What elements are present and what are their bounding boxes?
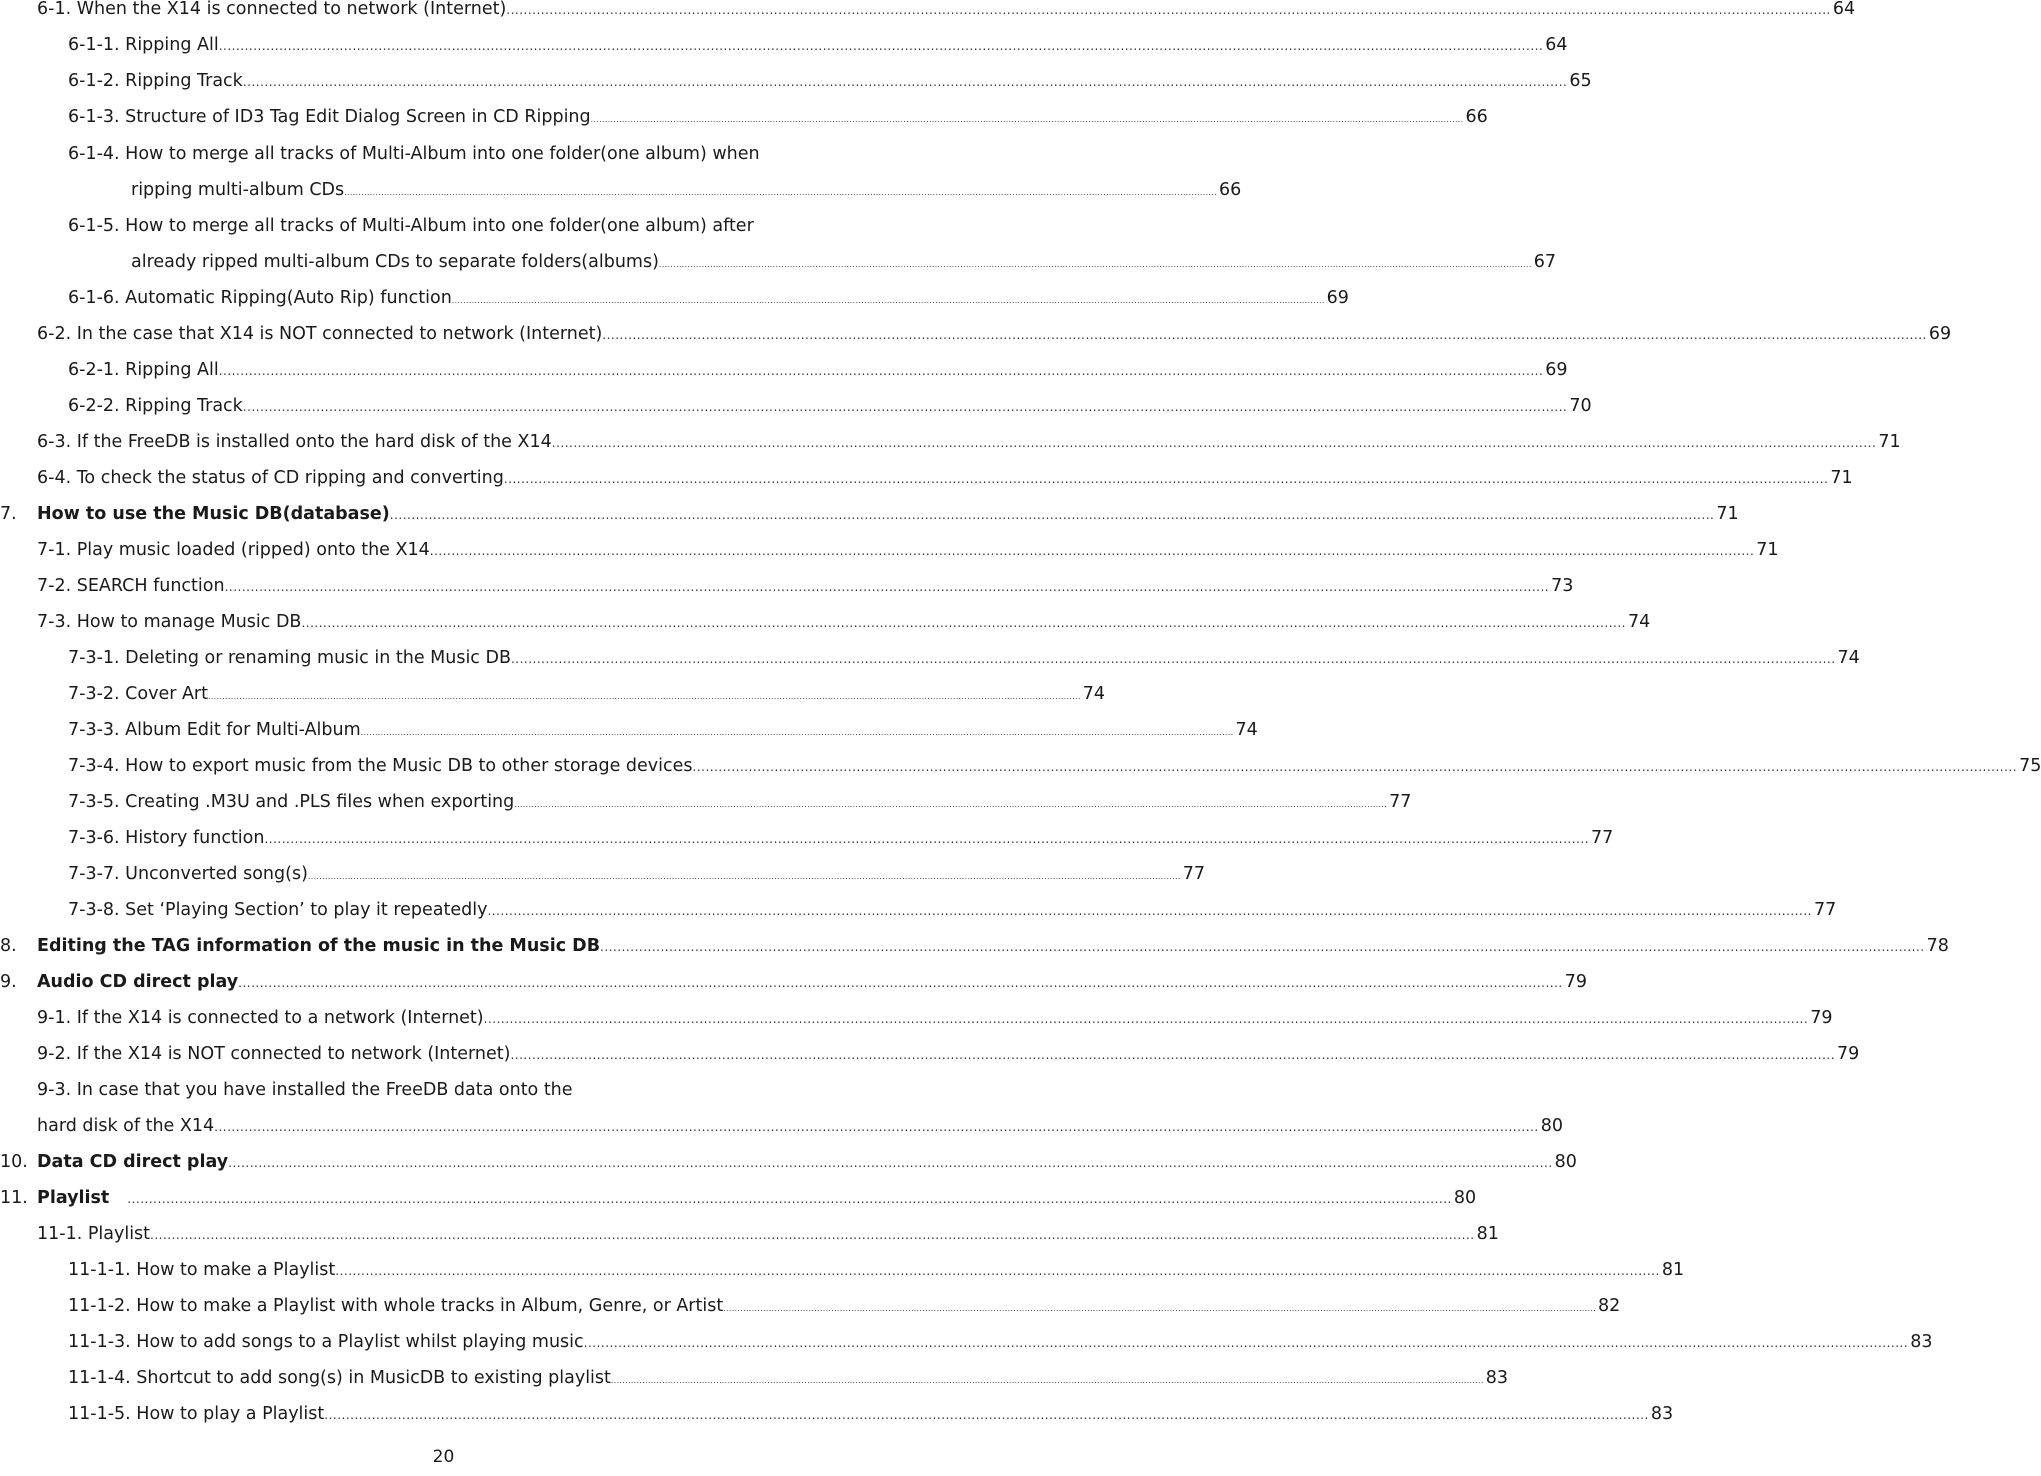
toc-page-number: 71 — [1756, 540, 1779, 560]
toc-item — [131, 176, 1242, 207]
toc-entry-title: 6-1-1. Ripping All — [68, 35, 219, 55]
toc-entry — [0, 248, 1556, 276]
toc-section-entry — [0, 1148, 1577, 1176]
toc-item — [37, 932, 1949, 961]
toc-item — [37, 500, 1739, 529]
toc-entry — [0, 572, 1574, 600]
toc-item — [68, 1328, 1933, 1357]
toc-entry-title: 9-3. In case that you have installed the FreeDB data onto the — [37, 1080, 573, 1100]
dot-leader: ................................................................................................................................................................................................................................................................................................................... — [510, 1048, 1836, 1062]
toc-entry — [0, 356, 1568, 384]
toc-page-number: 83 — [1910, 1332, 1933, 1352]
toc-page-number: 83 — [1485, 1368, 1508, 1388]
toc-entry — [0, 1220, 1499, 1248]
toc-entry — [0, 1040, 1860, 1068]
toc-entry — [0, 392, 1592, 420]
toc-item — [37, 428, 1901, 457]
toc-page-number: 80 — [1453, 1188, 1477, 1208]
toc-page-number: 77 — [1389, 792, 1412, 812]
toc-item — [68, 788, 1412, 819]
toc-entry-title: 6-4. To check the status of CD ripping and converting — [37, 468, 504, 488]
toc-item — [37, 320, 1952, 349]
toc-entry — [0, 1004, 1833, 1032]
toc-page-number: 77 — [1182, 864, 1205, 884]
toc-entry-title: 7-3-1. Deleting or renaming music in the Music DB — [68, 648, 511, 668]
toc-page-number: 66 — [1465, 107, 1488, 127]
dot-leader: ................................................................................................................................................................................................................................................................................................................... — [224, 580, 1550, 594]
dot-leader: ................................................................................................................................................................................................................................................................................................................... — [264, 832, 1590, 846]
toc-entry-title: 6-1-6. Automatic Ripping(Auto Rip) function — [68, 288, 452, 308]
toc-section-number: 7. — [0, 504, 17, 524]
toc-entry-title: 11-1-1. How to make a Playlist — [68, 1260, 336, 1280]
toc-section-entry — [0, 1184, 1477, 1212]
toc-page-number: 77 — [1591, 828, 1614, 848]
dot-leader: ................................................................................................................................................................................................................................................................................................................... — [692, 760, 2018, 774]
toc-entry — [0, 212, 887, 240]
toc-item — [68, 644, 1860, 673]
toc-entry — [0, 608, 1651, 636]
toc-entry — [0, 140, 887, 168]
dot-leader: ................................................................................................................................................................................................................................................................................................................... — [583, 1336, 1909, 1350]
toc-entry-title: 7-3-4. How to export music from the Music DB to other storage devices — [68, 756, 693, 776]
dot-leader: ................................................................................................................................................................................................................................................................................................................... — [307, 872, 1181, 881]
toc-page-number: 81 — [1476, 1224, 1499, 1244]
toc-entry — [0, 824, 1614, 852]
toc-entry-title: 7-3-7. Unconverted song(s) — [68, 864, 308, 884]
dot-leader: ................................................................................................................................................................................................................................................................................................................... — [451, 296, 1325, 305]
toc-entry-title: 6-1-4. How to merge all tracks of Multi-Album into one folder(one album) when — [68, 144, 760, 164]
toc-section-title: Playlist — [37, 1188, 110, 1208]
toc-entry-title: 6-1-3. Structure of ID3 Tag Edit Dialog Screen in CD Ripping — [68, 107, 591, 127]
toc-page-number: 71 — [1830, 468, 1853, 488]
toc-item — [68, 896, 1837, 925]
toc-page-number: 83 — [1650, 1404, 1674, 1424]
toc-page-number: 67 — [1533, 252, 1556, 272]
dot-leader: ................................................................................................................................................................................................................................................................................................................... — [360, 728, 1234, 737]
dot-leader: ................................................................................................................................................................................................................................................................................................................... — [590, 115, 1464, 124]
toc-entry-title: 9-1. If the X14 is connected to a network (Internet) — [37, 1008, 484, 1028]
toc-entry — [0, 788, 1412, 816]
toc-entry-title: ripping multi-album CDs — [131, 180, 345, 200]
dot-leader: ................................................................................................................................................................................................................................................................................................................... — [150, 1228, 1475, 1242]
dot-leader: ................................................................................................................................................................................................................................................................................................................... — [551, 436, 1877, 450]
toc-item — [68, 1364, 1508, 1395]
toc-entry-title: 6-1-5. How to merge all tracks of Multi-Album into one folder(one album) after — [68, 216, 754, 236]
dot-leader: ................................................................................................................................................................................................................................................................................................................... — [503, 472, 1829, 486]
dot-leader: ................................................................................................................................................................................................................................................................................................................... — [506, 3, 1831, 17]
toc-entry-title: 9-2. If the X14 is NOT connected to network (Internet) — [37, 1044, 511, 1064]
dot-leader: ................................................................................................................................................................................................................................................................................................................... — [242, 400, 1568, 414]
toc-item — [37, 608, 1651, 637]
toc-entry — [0, 896, 1837, 924]
toc-section-number: 9. — [0, 972, 17, 992]
toc-section-number: 8. — [0, 936, 17, 956]
dot-leader: ................................................................................................................................................................................................................................................................................................................... — [335, 1264, 1660, 1278]
dot-leader: ................................................................................................................................................................................................................................................................................................................... — [723, 1304, 1597, 1313]
dot-leader: ................................................................................................................................................................................................................................................................................................................... — [487, 904, 1812, 918]
toc-entry — [0, 1076, 887, 1104]
toc-page-number: 78 — [1926, 936, 1949, 956]
toc-page-number: 80 — [1554, 1152, 1577, 1172]
toc-entry — [0, 536, 1779, 564]
dot-leader: ................................................................................................................................................................................................................................................................................................................... — [214, 1120, 1539, 1134]
toc-page-number: 73 — [1551, 576, 1574, 596]
toc-entry — [0, 0, 1856, 23]
dot-leader: ................................................................................................................................................................................................................................................................................................................... — [238, 976, 1563, 990]
toc-item — [68, 103, 1488, 134]
toc-page-number: 66 — [1218, 180, 1242, 200]
toc-entry-title: 6-2-1. Ripping All — [68, 360, 219, 380]
dot-leader: ................................................................................................................................................................................................................................................................................................................... — [218, 364, 1544, 378]
toc-item — [68, 716, 1258, 747]
toc-entry — [0, 716, 1258, 744]
toc-entry — [0, 1292, 1621, 1320]
toc-item — [68, 860, 1205, 891]
toc-item — [37, 1148, 1577, 1177]
dot-leader: ................................................................................................................................................................................................................................................................................................................... — [242, 75, 1568, 89]
toc-item — [68, 752, 2041, 781]
toc-item — [68, 31, 1568, 60]
toc-section-entry — [0, 968, 1587, 996]
toc-entry-title: 6-1. When the X14 is connected to network (Internet) — [37, 0, 507, 19]
toc-item — [37, 536, 1779, 565]
toc-item — [37, 0, 1856, 24]
toc-entry — [0, 320, 1952, 348]
toc-section-title: Editing the TAG information of the music in the Music DB — [37, 936, 601, 956]
toc-page-number: 82 — [1598, 1296, 1621, 1316]
toc-item — [37, 572, 1574, 601]
toc-entry-title: hard disk of the X14 — [37, 1116, 215, 1136]
dot-leader: ................................................................................................................................................................................................................................................................................................................... — [324, 1408, 1649, 1422]
toc-page-number: 74 — [1837, 648, 1860, 668]
dot-leader: ................................................................................................................................................................................................................................................................................................................... — [510, 652, 1836, 666]
toc-page-number: 74 — [1235, 720, 1258, 740]
toc-section-title: Data CD direct play — [37, 1152, 229, 1172]
dot-leader: ................................................................................................................................................................................................................................................................................................................... — [429, 544, 1755, 558]
toc-entry — [0, 644, 1860, 672]
toc-item — [37, 1004, 1833, 1033]
toc-item — [68, 356, 1568, 385]
toc-item — [68, 1400, 1674, 1429]
dot-leader: ................................................................................................................................................................................................................................................................................................................... — [344, 188, 1217, 197]
toc-item — [37, 1040, 1860, 1069]
toc-entry-title: 6-1-2. Ripping Track — [68, 71, 243, 91]
toc-page-number: 69 — [1545, 360, 1568, 380]
toc-entry — [0, 1256, 1685, 1284]
toc-entry — [0, 752, 2041, 780]
toc-item — [68, 284, 1349, 315]
toc-entry — [0, 67, 1592, 95]
toc-entry-title: 6-3. If the FreeDB is installed onto the hard disk of the X14 — [37, 432, 552, 452]
toc-item — [37, 968, 1587, 997]
toc-entry-title: 7-3. How to manage Music DB — [37, 612, 302, 632]
toc-page-number: 79 — [1837, 1044, 1860, 1064]
toc-page-number: 71 — [1716, 504, 1739, 524]
toc-entry — [0, 860, 1205, 888]
toc-page-number: 70 — [1569, 396, 1592, 416]
dot-leader: ................................................................................................................................................................................................................................................................................................................... — [610, 1376, 1484, 1385]
toc-entry-title: 7-2. SEARCH function — [37, 576, 225, 596]
toc-entry-title: 7-3-3. Album Edit for Multi-Album — [68, 720, 361, 740]
toc-section-title: Audio CD direct play — [37, 972, 239, 992]
dot-leader: ................................................................................................................................................................................................................................................................................................................... — [127, 1192, 1452, 1206]
toc-item — [68, 67, 1592, 96]
toc-item — [68, 392, 1592, 421]
toc-item — [131, 248, 1556, 279]
toc-entry — [0, 176, 1242, 204]
toc-entry-title: 7-1. Play music loaded (ripped) onto the X14 — [37, 540, 430, 560]
dot-leader: ................................................................................................................................................................................................................................................................................................................... — [483, 1012, 1809, 1026]
toc-entry-title: 6-2. In the case that X14 is NOT connected to network (Internet) — [37, 324, 603, 344]
toc-page-number: 74 — [1082, 684, 1106, 704]
toc-page-number: 69 — [1928, 324, 1952, 344]
toc-entry — [0, 1328, 1933, 1356]
toc-entry — [0, 1400, 1674, 1428]
toc-section-entry — [0, 932, 1949, 960]
toc-entry — [0, 1112, 1563, 1140]
dot-leader: ................................................................................................................................................................................................................................................................................................................... — [514, 800, 1388, 809]
toc-page-number: 77 — [1814, 900, 1837, 920]
dot-leader: ................................................................................................................................................................................................................................................................................................................... — [600, 940, 1925, 954]
toc-entry-title: 7-3-2. Cover Art — [68, 684, 208, 704]
toc-item — [68, 1256, 1685, 1285]
toc-page-number: 75 — [2019, 756, 2041, 776]
dot-leader: ................................................................................................................................................................................................................................................................................................................... — [658, 260, 1532, 269]
toc-page-number: 80 — [1540, 1116, 1563, 1136]
toc-section-title: How to use the Music DB(database) — [37, 504, 390, 524]
toc-entry — [0, 464, 1853, 492]
toc-page-number: 79 — [1810, 1008, 1833, 1028]
toc-entry-title: 6-2-2. Ripping Track — [68, 396, 243, 416]
toc-item — [37, 1220, 1499, 1249]
toc-entry-title: 11-1-5. How to play a Playlist — [68, 1404, 325, 1424]
toc-entry-title: 11-1. Playlist — [37, 1224, 151, 1244]
toc-page-number: 65 — [1569, 71, 1592, 91]
toc-entry — [0, 284, 1349, 312]
toc-entry — [0, 428, 1901, 456]
toc-item — [37, 1112, 1563, 1141]
toc-entry-title: 11-1-2. How to make a Playlist with whole tracks in Album, Genre, or Artist — [68, 1296, 724, 1316]
toc-page-number: 81 — [1661, 1260, 1685, 1280]
toc-page-number: 71 — [1878, 432, 1901, 452]
toc-item — [37, 464, 1853, 493]
dot-leader: ................................................................................................................................................................................................................................................................................................................... — [389, 508, 1715, 522]
dot-leader: ................................................................................................................................................................................................................................................................................................................... — [208, 692, 1081, 701]
toc-section-number: 10. — [0, 1152, 28, 1172]
toc-entry — [0, 103, 1488, 131]
toc-entry-title: already ripped multi-album CDs to separate folders(albums) — [131, 252, 659, 272]
toc-page-number: 64 — [1832, 0, 1856, 19]
toc-entry — [0, 680, 1106, 708]
dot-leader: ................................................................................................................................................................................................................................................................................................................... — [602, 328, 1927, 342]
toc-entry-title: 11-1-4. Shortcut to add song(s) in MusicDB to existing playlist — [68, 1368, 611, 1388]
toc-item — [68, 824, 1614, 853]
toc-page-number: 79 — [1564, 972, 1587, 992]
page-number-footer: 20 — [432, 1447, 455, 1467]
toc-section-number: 11. — [0, 1188, 28, 1208]
toc-entry — [0, 1364, 1508, 1392]
toc-entry-title: 7-3-6. History function — [68, 828, 265, 848]
toc-section-entry — [0, 500, 1739, 528]
toc-entry-title: 7-3-8. Set ‘Playing Section’ to play it repeatedly — [68, 900, 488, 920]
toc-item — [68, 1292, 1621, 1323]
toc-page-number: 64 — [1545, 35, 1568, 55]
dot-leader: ................................................................................................................................................................................................................................................................................................................... — [218, 39, 1544, 53]
toc-page-number: 69 — [1326, 288, 1349, 308]
dot-leader: ................................................................................................................................................................................................................................................................................................................... — [228, 1156, 1553, 1170]
toc-item — [68, 680, 1106, 711]
dot-leader: ................................................................................................................................................................................................................................................................................................................... — [301, 616, 1626, 630]
toc-item — [37, 1184, 1477, 1213]
toc-entry-title: 7-3-5. Creating .M3U and .PLS files when exporting — [68, 792, 515, 812]
toc-page-number: 74 — [1628, 612, 1651, 632]
toc-entry — [0, 31, 1568, 59]
toc-entry-title: 11-1-3. How to add songs to a Playlist whilst playing music — [68, 1332, 584, 1352]
